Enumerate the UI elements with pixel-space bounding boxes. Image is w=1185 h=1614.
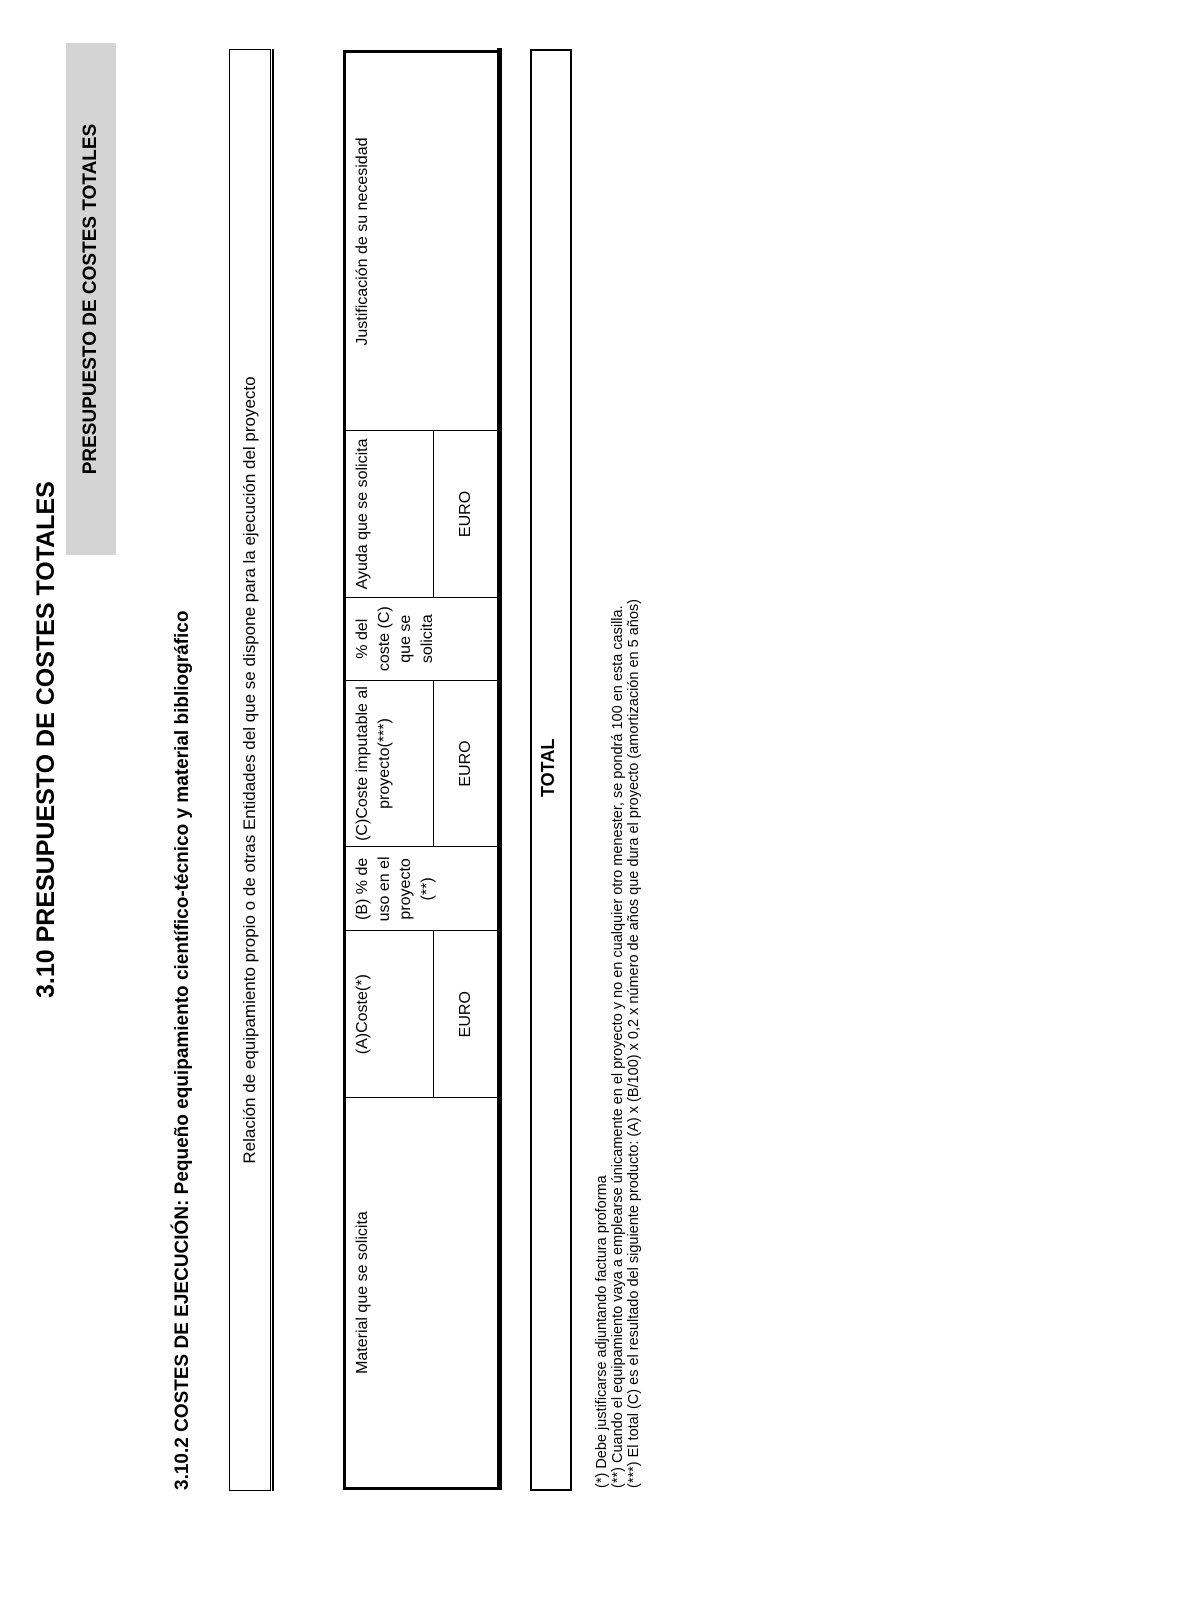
total-label: TOTAL [538, 738, 558, 797]
unit-ayuda: EURO [434, 431, 500, 598]
section-banner: PRESUPUESTO DE COSTES TOTALES [66, 43, 116, 555]
header-coste-c: (C)Coste imputable al proyecto(***) [345, 680, 434, 847]
footnote: (*) Debe justificarse adjuntando factura proforma [594, 1175, 610, 1488]
footnotes [594, 599, 642, 1488]
header-ayuda: Ayuda que se solicita [345, 431, 434, 598]
header-material: Material que se solicita [345, 1098, 500, 1489]
header-porcentaje: % del coste (C) que se solicita [345, 597, 500, 680]
header-justificacion: Justificación de su necesidad [345, 52, 500, 431]
header-uso-b: (B) % de uso en el proyecto (**) [345, 847, 500, 931]
relation-box-rule [268, 49, 274, 1491]
unit-coste-a: EURO [434, 931, 500, 1098]
page-title: 3.10 PRESUPUESTO DE COSTES TOTALES [32, 481, 60, 998]
equipment-relation-box: Relación de equipamiento propio o de otras Entidades del que se dispone para la ejecución del proyecto [229, 49, 271, 1491]
footnote: (**) Cuando el equipamiento vaya a emplearse únicamente en el proyecto y no en cualquier otro menester, se pondrá 100 en esta casilla. [610, 605, 626, 1488]
section-heading: 3.10.2 COSTES DE EJECUCIÓN: Pequeño equipamiento científico-técnico y material bibliográfico [172, 610, 193, 1490]
header-coste-a: (A)Coste(*) [345, 931, 434, 1098]
total-row [530, 49, 572, 1491]
equipment-table [343, 50, 501, 1490]
footnote: (***) El total (C) es el resultado del siguiente producto: (A) x (B/100) x 0,2 x número de años que dura el proyecto (amortización en 5 años) [626, 599, 642, 1488]
table-edge-rule [497, 48, 502, 1490]
unit-coste-c: EURO [434, 680, 500, 847]
